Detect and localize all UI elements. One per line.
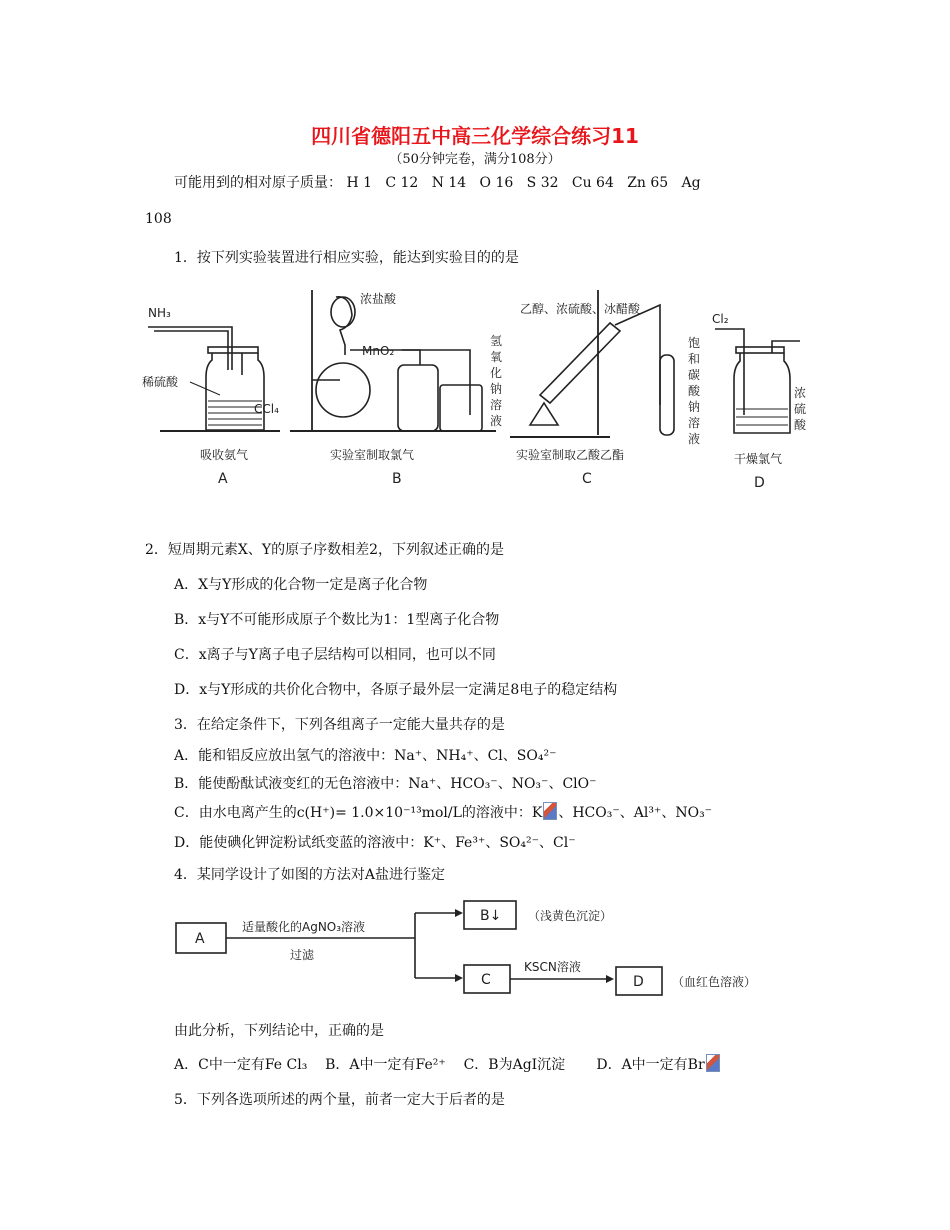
page-title: 四川省德阳五中高三化学综合练习11: [311, 124, 639, 148]
q3-option-a: A．能和铝反应放出氢气的溶液中：Na⁺、NH₄⁺、Cl、SO₄²⁻: [174, 748, 557, 764]
svg-text:酸: 酸: [688, 384, 701, 398]
apparatus-c-letter: C: [582, 471, 592, 487]
q1-stem: 1．按下列实验装置进行相应实验，能达到实验目的的是: [174, 250, 519, 266]
svg-text:溶: 溶: [688, 416, 701, 430]
svg-text:碳: 碳: [688, 368, 701, 382]
apparatus-a-label1: 稀硫酸: [142, 375, 179, 389]
apparatus-c-caption: 实验室制取乙酸乙酯: [516, 448, 625, 462]
q4-flowchart: [170, 895, 810, 1005]
apparatus-d-caption: 干燥氯气: [734, 452, 783, 466]
q4-stem: 4．某同学设计了如图的方法对A盐进行鉴定: [174, 867, 446, 883]
apparatus-a-label2: CCl₄: [254, 402, 279, 416]
flow-box-d-label: D: [633, 974, 644, 990]
svg-text:氧: 氧: [490, 350, 503, 364]
flow-reagent2: KSCN溶液: [524, 960, 581, 974]
svg-text:酸: 酸: [794, 418, 807, 432]
apparatus-d: [712, 312, 807, 491]
q4-lead: 由此分析，下列结论中，正确的是: [174, 1023, 384, 1039]
svg-text:液: 液: [688, 432, 701, 446]
svg-text:钠: 钠: [490, 382, 503, 396]
q5-stem: 5．下列各选项所述的两个量，前者一定大于后者的是: [174, 1092, 505, 1108]
apparatus-b-label2: MnO₂: [362, 344, 395, 358]
q1-apparatus-figure: [140, 285, 820, 500]
apparatus-a-caption: 吸收氨气: [200, 448, 249, 462]
apparatus-b-label3-l1: 氢: [490, 334, 503, 348]
broken-image-icon: [543, 802, 557, 820]
svg-text:化: 化: [490, 366, 503, 380]
flow-note-b: （浅黄色沉淀）: [528, 909, 613, 923]
q2-option-c: C．x离子与Y离子电子层结构可以相同，也可以不同: [174, 647, 496, 663]
q2-option-b: B．x与Y不可能形成原子个数比为1：1型离子化合物: [174, 612, 500, 628]
broken-image-icon: [706, 1054, 720, 1072]
q3-option-c: C．由水电离产生的c(H⁺)= 1.0×10⁻¹³mol/L的溶液中：K 、HCO₃⁻、Al³⁺、NO₃⁻: [174, 802, 712, 822]
q2-option-d: D．x与Y形成的共价化合物中，各原子最外层一定满足8电子的稳定结构: [174, 682, 618, 698]
q4-options: A．C中一定有Fe Cl₃ B．A中一定有Fe²⁺ C．B为AgI沉淀 D．A中一定有Br: [174, 1054, 721, 1074]
atomic-masses-continuation: 108: [145, 211, 172, 227]
apparatus-a: [142, 306, 280, 487]
svg-text:浓: 浓: [794, 386, 807, 400]
flow-box-b-label: B↓: [480, 908, 502, 924]
svg-text:液: 液: [490, 414, 503, 428]
q3-option-b: B．能使酚酞试液变红的无色溶液中：Na⁺、HCO₃⁻、NO₃⁻、ClO⁻: [174, 776, 597, 792]
apparatus-d-gas: Cl₂: [712, 312, 729, 326]
apparatus-c-label1: 乙醇、浓硫酸、冰醋酸: [520, 302, 641, 316]
svg-text:溶: 溶: [490, 398, 503, 412]
flow-filter: 过滤: [290, 948, 315, 962]
q3-stem: 3．在给定条件下，下列各组离子一定能大量共存的是: [174, 717, 505, 733]
apparatus-b: [290, 290, 502, 487]
flow-note-d: （血红色溶液）: [672, 975, 757, 989]
atomic-masses-line: 可能用到的相对原子质量： H 1 C 12 N 14 O 16 S 32 Cu 64 Zn 65 Ag: [174, 175, 701, 191]
flow-box-c-label: C: [481, 972, 491, 988]
svg-text:和: 和: [688, 352, 701, 366]
flow-box-a-label: A: [195, 931, 205, 947]
apparatus-a-gas: NH₃: [148, 306, 171, 320]
svg-text:饱: 饱: [688, 336, 701, 350]
apparatus-b-label1: 浓盐酸: [360, 292, 397, 306]
apparatus-b-caption: 实验室制取氯气: [330, 448, 415, 462]
flow-reagent: 适量酸化的AgNO₃溶液: [242, 920, 366, 934]
apparatus-c: [510, 290, 701, 487]
apparatus-b-letter: B: [392, 471, 402, 487]
q2-option-a: A．X与Y形成的化合物一定是离子化合物: [174, 577, 428, 593]
q2-stem: 2．短周期元素X、Y的原子序数相差2，下列叙述正确的是: [145, 542, 505, 558]
apparatus-d-letter: D: [754, 475, 765, 491]
svg-text:硫: 硫: [794, 402, 807, 416]
svg-text:钠: 钠: [688, 400, 701, 414]
apparatus-a-letter: A: [218, 471, 228, 487]
q3-option-d: D．能使碘化钾淀粉试纸变蓝的溶液中：K⁺、Fe³⁺、SO₄²⁻、Cl⁻: [174, 835, 576, 851]
page-subtitle: （50分钟完卷，满分108分）: [389, 152, 561, 167]
